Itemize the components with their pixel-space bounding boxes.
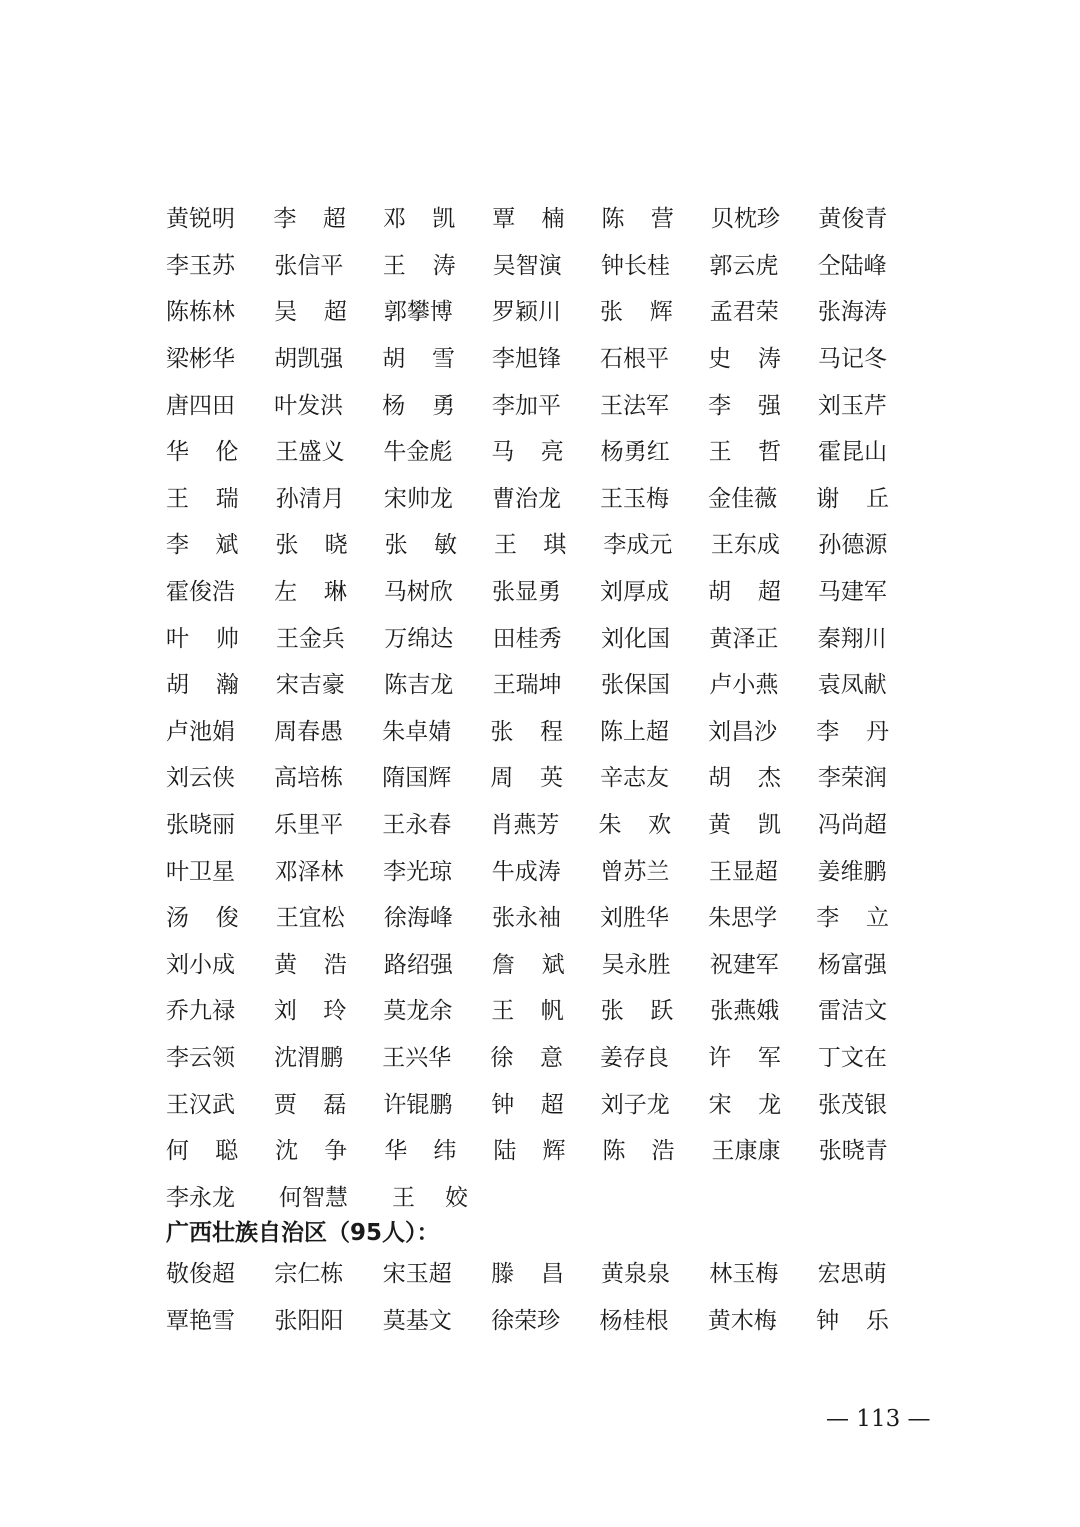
person-name: 胡 超 [708,579,781,606]
person-name: 张晓青 [818,1138,888,1165]
person-name: 胡 瀚 [166,672,239,699]
person-name: 牛金彪 [383,439,453,466]
name-row [166,848,926,895]
person-name: 高培栋 [274,765,344,792]
person-name: 乔九禄 [166,998,235,1025]
section-continued [166,196,926,1221]
name-row [166,1128,926,1175]
person-name: 史 涛 [708,346,781,373]
person-name: 钟 超 [491,1091,564,1118]
person-name: 张燕娥 [710,998,780,1025]
person-name: 贾 磊 [273,1091,347,1118]
person-name: 冯尚超 [817,812,887,839]
person-name: 仝陆峰 [817,252,887,279]
person-name: 马树欣 [383,579,453,606]
name-row [166,336,926,383]
person-name: 王康康 [711,1138,781,1165]
person-name: 徐荣珍 [491,1307,561,1334]
person-name: 姜存良 [600,1044,670,1071]
page-number: — 113 — [826,1406,931,1432]
person-name: 吴智演 [492,252,562,279]
person-name: 左 琳 [274,579,347,606]
person-name: 华 纬 [384,1138,457,1165]
person-name: 王 琪 [493,532,567,559]
person-name: 张信平 [274,252,344,279]
person-name: 金佳薇 [708,485,778,512]
person-name: 李 斌 [166,532,239,559]
person-name: 王法军 [600,392,670,419]
person-name: 刘胜华 [600,905,670,932]
person-name: 张 程 [490,718,564,745]
person-name: 王永春 [382,812,452,839]
person-name: 张显勇 [491,579,561,606]
person-name: 刘小成 [166,951,235,978]
person-name: 宋 龙 [708,1091,782,1118]
person-name: 乐里平 [274,812,344,839]
person-name: 许锟鹏 [383,1091,453,1118]
person-name: 沈 争 [275,1138,348,1165]
name-row [166,988,926,1035]
person-name: 宋帅龙 [383,485,453,512]
person-name: 郭云虎 [709,252,779,279]
person-name: 王盛义 [275,439,345,466]
person-name: 霍俊浩 [166,579,235,606]
person-name: 马 亮 [491,439,564,466]
person-name: 刘化国 [600,625,670,652]
person-name: 黄泉泉 [600,1261,670,1288]
person-name: 詹 斌 [491,951,565,978]
person-name: 钟 乐 [816,1307,890,1334]
person-name: 郭攀博 [383,299,453,326]
person-name: 叶卫星 [166,858,235,885]
person-name: 宋吉豪 [275,672,345,699]
name-row [166,476,926,523]
person-name: 莫基文 [382,1307,452,1334]
name-row [166,895,926,942]
person-name: 敬俊超 [166,1261,235,1288]
person-name: 王玉梅 [600,485,670,512]
person-name: 宗仁栋 [274,1261,344,1288]
person-name: 路绍强 [383,951,453,978]
name-row [166,662,926,709]
person-name: 覃艳雪 [166,1307,235,1334]
person-name: 张茂银 [818,1091,888,1118]
person-name: 王 涛 [382,252,456,279]
section-guangxi [166,1251,926,1344]
person-name: 梁彬华 [166,346,235,373]
person-name: 王金兵 [275,625,345,652]
person-name: 牛成涛 [491,858,561,885]
person-name: 田桂秀 [492,625,562,652]
name-row [166,802,926,849]
section-heading-guangxi: 广西壮族自治区（95人）： [166,1220,440,1247]
person-name: 李玉苏 [166,252,235,279]
person-name: 刘厚成 [600,579,670,606]
person-name: 杨 勇 [382,392,455,419]
person-name: 王宜松 [275,905,345,932]
person-name: 张 辉 [600,299,673,326]
person-name: 王 哲 [708,439,782,466]
person-name: 邓 凯 [382,206,456,233]
person-name: 王显超 [708,858,778,885]
person-name: 王兴华 [382,1044,452,1071]
person-name: 刘玉芹 [817,392,887,419]
person-name: 丁文在 [817,1044,887,1071]
name-row [166,942,926,989]
name-row [166,1081,926,1128]
person-name: 滕 昌 [491,1261,564,1288]
person-name: 李加平 [491,392,561,419]
person-name: 姜维鹏 [817,858,887,885]
person-name: 汤 俊 [166,905,239,932]
person-name: 贝枕珍 [710,206,780,233]
person-name: 杨勇红 [600,439,670,466]
name-row [166,755,926,802]
person-name: 卢小燕 [709,672,779,699]
person-name: 王 姣 [392,1184,468,1211]
person-name: 张 敏 [384,532,457,559]
person-name: 王瑞坤 [492,672,562,699]
person-name: 钟长桂 [600,252,670,279]
person-name: 胡凯强 [274,346,344,373]
person-name: 孙德源 [818,532,888,559]
person-name: 李 强 [708,392,781,419]
person-name: 王 帆 [491,998,564,1025]
person-name: 霍昆山 [818,439,888,466]
person-name: 陈上超 [600,718,670,745]
person-name: 张 跃 [600,998,674,1025]
person-name: 李永龙 [166,1184,235,1211]
person-name: 胡 雪 [382,346,455,373]
person-name: 李光琼 [383,858,453,885]
person-name: 黄 凯 [708,812,781,839]
person-name: 卢池娟 [166,718,235,745]
person-name: 肖燕芳 [490,812,560,839]
person-name: 雷洁文 [818,998,888,1025]
person-name: 杨桂根 [599,1307,669,1334]
person-name: 宏思萌 [817,1261,887,1288]
person-name: 叶 帅 [166,625,239,652]
person-name: 袁凤献 [817,672,887,699]
name-row [166,569,926,616]
person-name: 吴 超 [274,299,347,326]
name-row [166,522,926,569]
name-list [166,196,926,1344]
person-name: 林玉梅 [709,1261,779,1288]
person-name: 张 晓 [275,532,348,559]
name-row [166,1251,926,1298]
name-row [166,196,926,243]
person-name: 马建军 [817,579,887,606]
person-name: 张晓丽 [166,812,235,839]
person-name: 黄 浩 [274,951,347,978]
person-name: 罗颖川 [491,299,561,326]
person-name: 周 英 [490,765,564,792]
person-name: 黄木梅 [707,1307,777,1334]
person-name: 莫龙余 [383,998,453,1025]
person-name: 李 超 [273,206,346,233]
name-row [166,429,926,476]
person-name: 黄泽正 [709,625,779,652]
person-name: 李 丹 [816,718,889,745]
person-name: 朱卓婧 [382,718,452,745]
person-name: 朱思学 [708,905,778,932]
person-name: 秦翔川 [817,625,887,652]
person-name: 谢 丘 [816,485,889,512]
person-name: 徐 意 [490,1044,564,1071]
name-row [166,709,926,756]
person-name: 李 立 [816,905,889,932]
person-name: 叶发洪 [274,392,344,419]
person-name: 李云领 [166,1044,235,1071]
person-name: 王汉武 [166,1091,235,1118]
name-row [166,1035,926,1082]
person-name: 杨富强 [817,951,887,978]
name-row [166,382,926,429]
person-name: 刘子龙 [600,1091,670,1118]
name-row [166,1298,926,1345]
person-name: 黄俊青 [818,206,888,233]
person-name: 朱 欢 [598,812,672,839]
person-name: 陆 辉 [493,1138,566,1165]
person-name: 曹治龙 [491,485,561,512]
person-name: 祝建军 [709,951,779,978]
person-name: 张永袖 [491,905,561,932]
person-name: 刘昌沙 [708,718,778,745]
person-name: 徐海峰 [383,905,453,932]
person-name: 石根平 [600,346,670,373]
person-name: 何智慧 [279,1184,348,1211]
person-name: 黄锐明 [166,206,235,233]
person-name: 许 军 [708,1044,781,1071]
name-row [166,1174,926,1221]
person-name: 刘 玲 [273,998,347,1025]
person-name: 覃 楠 [492,206,565,233]
name-row [166,289,926,336]
person-name: 刘云侠 [166,765,235,792]
person-name: 吴永胜 [601,951,671,978]
name-row [166,615,926,662]
person-name: 李成元 [603,532,673,559]
person-name: 周春愚 [274,718,344,745]
person-name: 张保国 [600,672,670,699]
person-name: 曾苏兰 [600,858,670,885]
person-name: 沈渭鹏 [274,1044,344,1071]
name-row [166,243,926,290]
person-name: 邓泽林 [274,858,344,885]
person-name: 李旭锋 [491,346,561,373]
person-name: 陈吉龙 [384,672,454,699]
person-name: 宋玉超 [382,1261,452,1288]
person-name: 陈 营 [601,206,674,233]
person-name: 陈栋林 [166,299,235,326]
person-name: 王东成 [710,532,780,559]
person-name: 胡 杰 [708,765,781,792]
person-name: 唐四田 [166,392,235,419]
person-name: 张海涛 [817,299,887,326]
person-name: 何 聪 [166,1138,239,1165]
person-name: 张阳阳 [274,1307,344,1334]
person-name: 万绵达 [384,625,454,652]
person-name: 李荣润 [817,765,887,792]
person-name: 辛志友 [600,765,670,792]
person-name: 马记冬 [817,346,887,373]
person-name: 隋国辉 [382,765,452,792]
person-name: 华 伦 [166,439,239,466]
person-name: 王 瑞 [166,485,239,512]
person-name: 孙清月 [275,485,345,512]
person-name: 孟君荣 [709,299,779,326]
person-name: 陈 浩 [602,1138,675,1165]
